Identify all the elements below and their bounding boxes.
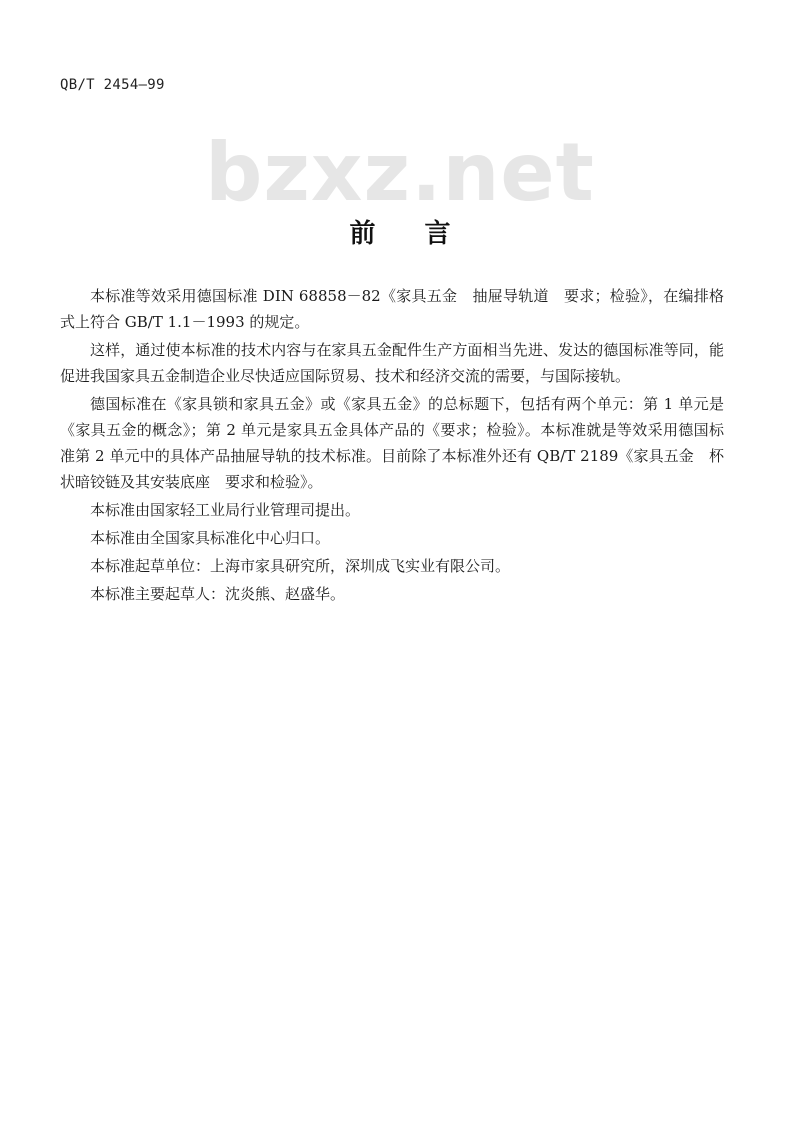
page-title: 前 言 <box>349 219 471 249</box>
foreword-body <box>60 283 724 609</box>
watermark: bzxz.net <box>205 126 595 219</box>
paragraph-drafting-units: 本标准起草单位：上海市家具研究所，深圳成飞实业有限公司。 <box>90 557 511 575</box>
paragraph-drafters: 本标准主要起草人：沈炎熊、赵盛华。 <box>90 585 346 603</box>
standard-code: QB/T 2454—99 <box>60 77 165 93</box>
paragraph-purpose: 这样，通过使本标准的技术内容与在家具五金配件生产方面相当先进、发达的德国标准等同，能促进我国家具五金制造企业尽快适应国际贸易、技术和经济交流的需要，与国际接轨。 <box>60 341 724 385</box>
paragraph-adoption: 本标准等效采用德国标准 DIN 68858－82《家具五金 抽屉导轨道 要求；检验》，在编排格式上符合 GB/T 1.1－1993 的规定。 <box>60 287 724 331</box>
paragraph-structure: 德国标准在《家具锁和家具五金》或《家具五金》的总标题下，包括有两个单元：第 1 单元是《家具五金的概念》；第 2 单元是家具五金具体产品的《要求；检验》。本标准就是等效采用德国标准第 2 单元中的具体产品抽屉导轨的技术标准。目前除了本标准外还有 QB/T 2189《家具五金 杯状暗铰链及其安装底座 要求和检验》。 <box>60 395 724 491</box>
paragraph-proposer: 本标准由国家轻工业局行业管理司提出。 <box>90 501 361 519</box>
paragraph-centralizer: 本标准由全国家具标准化中心归口。 <box>90 529 331 547</box>
